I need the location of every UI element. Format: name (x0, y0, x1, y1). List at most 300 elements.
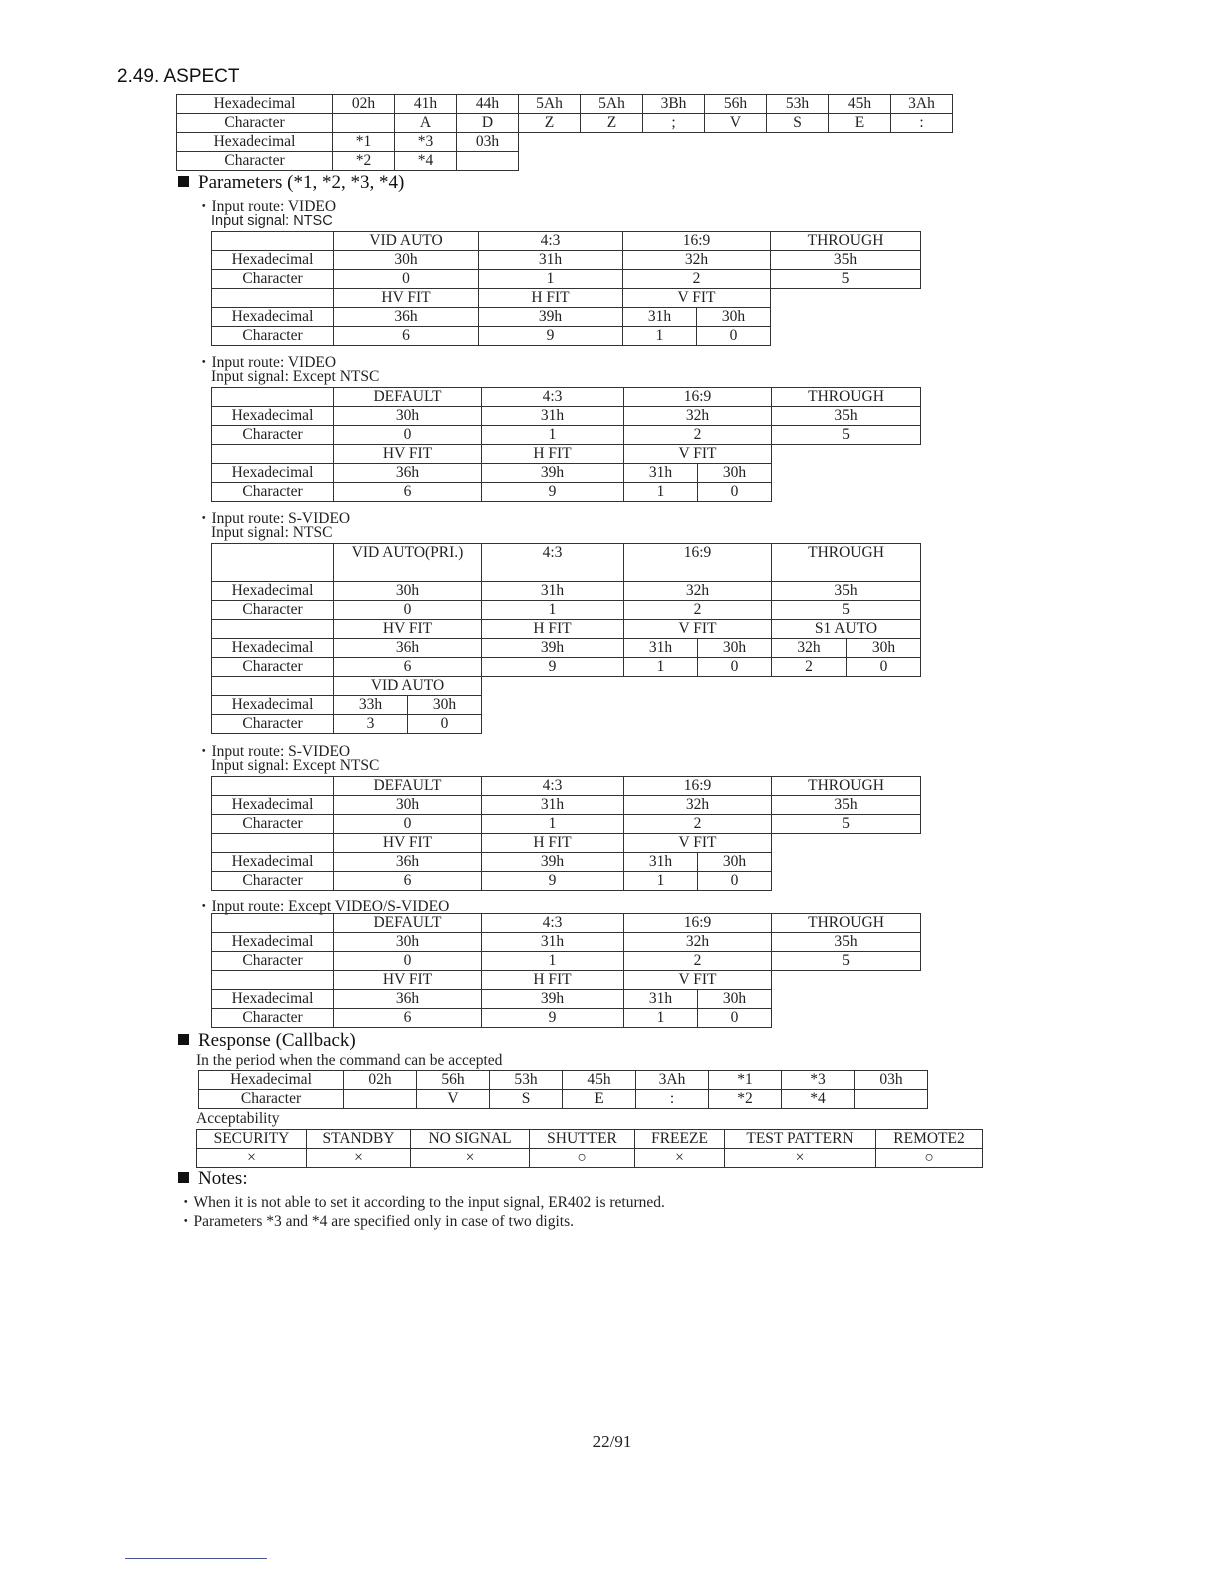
table-cell: THROUGH (772, 777, 921, 796)
table-cell: 30h (334, 933, 482, 952)
cell: *1 (333, 133, 395, 152)
table-cell: V FIT (624, 834, 772, 853)
table-cell: 0 (698, 658, 772, 677)
table-row (199, 1071, 928, 1090)
table-cell (772, 990, 921, 1009)
table-cell: THROUGH (771, 232, 921, 251)
table-cell: HV FIT (334, 620, 482, 639)
table-cell: ○ (530, 1149, 635, 1168)
table-cell: TEST PATTERN (725, 1130, 876, 1149)
table-cell (212, 388, 334, 407)
cell: S (767, 114, 829, 133)
table-cell: 1 (479, 270, 623, 289)
cell: 5Ah (519, 95, 581, 114)
table-cell: 31h (624, 464, 698, 483)
table-cell: V FIT (623, 289, 771, 308)
cell: E (829, 114, 891, 133)
table-cell: 0 (698, 872, 772, 891)
table-cell: 31h (624, 639, 698, 658)
table-cell: 16:9 (624, 544, 772, 582)
table-row (212, 464, 921, 483)
table-cell: THROUGH (772, 914, 921, 933)
table-cell: 4:3 (482, 388, 624, 407)
table-cell: SHUTTER (530, 1130, 635, 1149)
table-cell: 4:3 (479, 232, 623, 251)
table-cell: 2 (624, 426, 772, 445)
table-cell: 39h (482, 639, 624, 658)
cell: Z (581, 114, 643, 133)
table-cell: 53h (490, 1071, 563, 1090)
table-cell: 30h (698, 853, 772, 872)
table-cell: 35h (772, 407, 921, 426)
cell: *2 (333, 152, 395, 171)
table-cell (771, 327, 921, 346)
section-heading: 2.49. ASPECT (117, 66, 240, 87)
table-cell: HV FIT (334, 834, 482, 853)
cell: : (891, 114, 953, 133)
table-cell: 32h (623, 251, 771, 270)
table-row (212, 426, 921, 445)
table-cell (212, 620, 334, 639)
table-cell: 0 (334, 815, 482, 834)
table-cell: 16:9 (624, 777, 772, 796)
table-cell (771, 289, 921, 308)
table-row (212, 796, 921, 815)
acceptability-table (196, 1129, 983, 1168)
table-cell: 30h (698, 639, 772, 658)
table-cell: 0 (698, 483, 772, 502)
table-cell: Character (212, 426, 334, 445)
table-row (212, 251, 921, 270)
table-cell (212, 834, 334, 853)
table-cell: 2 (624, 952, 772, 971)
table-cell: Character (212, 327, 334, 346)
table-cell: *1 (709, 1071, 782, 1090)
table-cell: REMOTE2 (876, 1130, 983, 1149)
param-table-svideo-ntsc (211, 543, 921, 734)
table-cell (772, 834, 921, 853)
table-cell: Hexadecimal (212, 639, 334, 658)
table-cell: 30h (847, 639, 921, 658)
table-row (212, 620, 921, 639)
notes-heading: Notes: (178, 1168, 248, 1190)
table-cell: *3 (782, 1071, 855, 1090)
table-cell: 31h (624, 990, 698, 1009)
table-row (212, 815, 921, 834)
bullet-square-icon (178, 1034, 189, 1045)
table-cell: Hexadecimal (212, 696, 334, 715)
table-cell: 3 (334, 715, 408, 734)
table-cell: 4:3 (482, 914, 624, 933)
table-cell: VID AUTO(PRI.) (334, 544, 482, 582)
table-row (212, 658, 921, 677)
table-row (212, 696, 921, 715)
table-cell: 2 (623, 270, 771, 289)
table-cell (519, 152, 953, 171)
table-cell: 31h (624, 853, 698, 872)
table-cell: 0 (334, 601, 482, 620)
table-cell: S1 AUTO (772, 620, 921, 639)
table-cell: 36h (334, 308, 479, 327)
table-cell: 0 (334, 426, 482, 445)
table-cell: Character (212, 483, 334, 502)
table-cell (212, 544, 334, 582)
table-row (212, 407, 921, 426)
table-row (212, 914, 921, 933)
table-cell: 32h (624, 582, 772, 601)
table-cell: SECURITY (197, 1130, 307, 1149)
table-cell: HV FIT (334, 971, 482, 990)
cell: 3Bh (643, 95, 705, 114)
table-cell: ○ (876, 1149, 983, 1168)
table-cell: 0 (408, 715, 482, 734)
table-cell: 6 (334, 483, 482, 502)
table-cell: 2 (772, 658, 847, 677)
table-cell: 30h (334, 582, 482, 601)
table-cell (212, 289, 334, 308)
table-cell: 16:9 (624, 914, 772, 933)
signal-label: Input signal: NTSC (211, 524, 333, 541)
table-cell: 3Ah (636, 1071, 709, 1090)
route-label: ・Input route: Except VIDEO/S-VIDEO (196, 898, 450, 915)
cell: A (395, 114, 457, 133)
cell: V (705, 114, 767, 133)
table-row (212, 270, 921, 289)
table-cell: V FIT (624, 445, 772, 464)
cell: 53h (767, 95, 829, 114)
table-cell: *2 (709, 1090, 782, 1109)
table-row (197, 1149, 983, 1168)
table-cell: HV FIT (334, 289, 479, 308)
note-item: ・Parameters *3 and *4 are specified only in case of two digits. (178, 1213, 574, 1230)
table-cell: 0 (697, 327, 771, 346)
table-cell: Character (212, 872, 334, 891)
cell: D (457, 114, 519, 133)
table-cell (212, 971, 334, 990)
cell: *4 (395, 152, 457, 171)
table-cell (772, 464, 921, 483)
table-cell: V FIT (624, 620, 772, 639)
table-cell (482, 696, 921, 715)
param-table-video-except-ntsc (211, 387, 921, 502)
table-row (212, 677, 921, 696)
table-cell: 45h (563, 1071, 636, 1090)
bullet-square-icon (178, 176, 189, 187)
table-cell: 31h (623, 308, 697, 327)
table-cell (482, 677, 921, 696)
table-cell: 16:9 (624, 388, 772, 407)
table-cell: H FIT (479, 289, 623, 308)
table-cell: Hexadecimal (212, 853, 334, 872)
route-label: ・Input route: VIDEO (196, 354, 337, 371)
table-cell: 36h (334, 990, 482, 1009)
table-cell: 1 (624, 658, 698, 677)
table-cell: *4 (782, 1090, 855, 1109)
table-row (212, 601, 921, 620)
table-cell: 30h (698, 464, 772, 483)
table-cell: H FIT (482, 620, 624, 639)
table-cell: 39h (482, 464, 624, 483)
table-cell: 31h (482, 407, 624, 426)
table-cell: Hexadecimal (212, 933, 334, 952)
cell: 41h (395, 95, 457, 114)
table-cell: 03h (855, 1071, 928, 1090)
table-cell: : (636, 1090, 709, 1109)
command-table (176, 94, 953, 171)
table-cell: 9 (479, 327, 623, 346)
table-cell: Character (199, 1090, 344, 1109)
table-row (212, 544, 921, 582)
table-cell: 31h (482, 582, 624, 601)
table-cell: 2 (624, 815, 772, 834)
route-label: ・Input route: S-VIDEO (196, 510, 351, 527)
table-cell (212, 677, 334, 696)
table-cell: Hexadecimal (212, 582, 334, 601)
table-row (212, 639, 921, 658)
table-cell: V (417, 1090, 490, 1109)
table-cell: Character (212, 815, 334, 834)
table-cell (519, 133, 953, 152)
cell: 45h (829, 95, 891, 114)
table-cell: 30h (334, 251, 479, 270)
table-row (212, 327, 921, 346)
table-row (177, 133, 953, 152)
table-cell: STANDBY (307, 1130, 411, 1149)
table-row (212, 582, 921, 601)
table-cell: 5 (772, 815, 921, 834)
table-cell: VID AUTO (334, 677, 482, 696)
table-cell: 02h (344, 1071, 417, 1090)
table-row (212, 445, 921, 464)
table-row (212, 715, 921, 734)
table-row (212, 971, 921, 990)
table-cell (772, 872, 921, 891)
response-table (198, 1070, 928, 1109)
table-cell: Hexadecimal (212, 796, 334, 815)
table-cell: 31h (479, 251, 623, 270)
table-cell: 0 (698, 1009, 772, 1028)
table-cell: S (490, 1090, 563, 1109)
table-row (212, 483, 921, 502)
table-cell: 0 (334, 952, 482, 971)
table-cell (212, 777, 334, 796)
param-table-svideo-except-ntsc (211, 776, 921, 891)
table-row (212, 289, 921, 308)
table-cell: Hexadecimal (212, 251, 334, 270)
table-cell: 1 (482, 601, 624, 620)
note-item: ・When it is not able to set it according to the input signal, ER402 is returned. (178, 1194, 665, 1211)
table-cell (772, 445, 921, 464)
table-cell: 33h (334, 696, 408, 715)
cell: Hexadecimal (177, 133, 333, 152)
table-cell: 31h (482, 933, 624, 952)
table-cell: 35h (772, 582, 921, 601)
table-cell: × (307, 1149, 411, 1168)
table-cell: VID AUTO (334, 232, 479, 251)
table-cell: 30h (698, 990, 772, 1009)
table-cell: Hexadecimal (199, 1071, 344, 1090)
footer-rule (125, 1558, 267, 1559)
table-cell: 35h (772, 796, 921, 815)
table-cell: E (563, 1090, 636, 1109)
table-cell: 30h (408, 696, 482, 715)
table-cell: 36h (334, 853, 482, 872)
table-row (212, 777, 921, 796)
table-row (177, 114, 953, 133)
table-row (212, 853, 921, 872)
table-cell: 4:3 (482, 777, 624, 796)
cell: 56h (705, 95, 767, 114)
parameters-heading: Parameters (*1, *2, *3, *4) (178, 172, 404, 194)
param-table-video-ntsc (211, 231, 921, 346)
table-cell: 1 (624, 1009, 698, 1028)
table-cell: 1 (482, 815, 624, 834)
table-cell (772, 1009, 921, 1028)
table-row (212, 872, 921, 891)
table-row (212, 933, 921, 952)
table-cell: Hexadecimal (212, 407, 334, 426)
table-cell (772, 853, 921, 872)
table-cell: 36h (334, 639, 482, 658)
table-cell: Character (212, 270, 334, 289)
table-cell: 4:3 (482, 544, 624, 582)
table-cell: V FIT (624, 971, 772, 990)
table-cell: FREEZE (635, 1130, 725, 1149)
cell: *3 (395, 133, 457, 152)
table-row (212, 232, 921, 251)
table-cell (771, 308, 921, 327)
table-cell: DEFAULT (334, 388, 482, 407)
cell: 5Ah (581, 95, 643, 114)
table-row (199, 1090, 928, 1109)
table-cell: 0 (334, 270, 479, 289)
table-cell: 30h (334, 407, 482, 426)
table-cell: HV FIT (334, 445, 482, 464)
table-cell (212, 914, 334, 933)
table-cell: 9 (482, 872, 624, 891)
table-cell: 6 (334, 872, 482, 891)
table-cell: Character (212, 1009, 334, 1028)
cell (333, 114, 395, 133)
table-row (212, 952, 921, 971)
table-cell: × (411, 1149, 530, 1168)
table-cell: 32h (624, 407, 772, 426)
table-cell: Hexadecimal (212, 990, 334, 1009)
cell: 3Ah (891, 95, 953, 114)
table-cell: 1 (624, 483, 698, 502)
table-cell: Character (212, 952, 334, 971)
table-cell: 31h (482, 796, 624, 815)
table-cell (772, 483, 921, 502)
response-subtitle: In the period when the command can be accepted (196, 1052, 503, 1069)
table-row (177, 152, 953, 171)
table-cell: 6 (334, 658, 482, 677)
table-cell: 9 (482, 483, 624, 502)
cell: Character (177, 152, 333, 171)
table-cell (772, 971, 921, 990)
param-table-other-routes (211, 913, 921, 1028)
table-row (212, 990, 921, 1009)
cell: 02h (333, 95, 395, 114)
table-cell: 30h (697, 308, 771, 327)
table-cell: H FIT (482, 445, 624, 464)
cell: 44h (457, 95, 519, 114)
signal-label: Input signal: Except NTSC (211, 368, 380, 385)
route-label: ・Input route: VIDEO (196, 198, 337, 215)
table-cell: Hexadecimal (212, 464, 334, 483)
cell: ; (643, 114, 705, 133)
table-cell: 1 (482, 952, 624, 971)
cell: 03h (457, 133, 519, 152)
table-row (212, 1009, 921, 1028)
table-cell: 6 (334, 1009, 482, 1028)
table-cell: × (635, 1149, 725, 1168)
table-cell: 5 (772, 952, 921, 971)
table-cell: 5 (772, 601, 921, 620)
table-cell: × (725, 1149, 876, 1168)
table-cell: 39h (482, 990, 624, 1009)
table-cell: 1 (623, 327, 697, 346)
table-cell: DEFAULT (334, 777, 482, 796)
table-cell: Character (212, 715, 334, 734)
table-cell: Character (212, 658, 334, 677)
table-cell: 30h (334, 796, 482, 815)
page-number: 22/91 (592, 1432, 632, 1451)
table-cell: 56h (417, 1071, 490, 1090)
cell: Z (519, 114, 581, 133)
table-cell: 6 (334, 327, 479, 346)
table-cell: 9 (482, 1009, 624, 1028)
table-cell: 35h (771, 251, 921, 270)
table-cell: 32h (624, 933, 772, 952)
signal-label: Input signal: Except NTSC (211, 757, 380, 774)
table-cell: 39h (479, 308, 623, 327)
table-cell (212, 232, 334, 251)
table-cell (855, 1090, 928, 1109)
table-cell: 5 (771, 270, 921, 289)
table-cell: H FIT (482, 834, 624, 853)
table-cell: 35h (772, 933, 921, 952)
table-cell (344, 1090, 417, 1109)
table-cell: 32h (624, 796, 772, 815)
table-cell: 9 (482, 658, 624, 677)
response-heading: Response (Callback) (178, 1030, 356, 1052)
table-row (212, 308, 921, 327)
table-cell: Character (212, 601, 334, 620)
acceptability-label: Acceptability (196, 1110, 280, 1127)
table-cell (482, 715, 921, 734)
table-cell: THROUGH (772, 544, 921, 582)
bullet-square-icon (178, 1172, 189, 1183)
signal-label: Input signal: NTSC (211, 213, 333, 229)
table-row (212, 834, 921, 853)
cell: Character (177, 114, 333, 133)
table-cell: 16:9 (623, 232, 771, 251)
table-cell: 5 (772, 426, 921, 445)
table-cell: 1 (624, 872, 698, 891)
table-cell: Hexadecimal (212, 308, 334, 327)
table-cell: 2 (624, 601, 772, 620)
table-row (177, 95, 953, 114)
table-cell: 36h (334, 464, 482, 483)
table-cell: 32h (772, 639, 847, 658)
table-cell: H FIT (482, 971, 624, 990)
route-label: ・Input route: S-VIDEO (196, 743, 351, 760)
table-cell: 39h (482, 853, 624, 872)
table-cell: NO SIGNAL (411, 1130, 530, 1149)
table-cell (212, 445, 334, 464)
cell (457, 152, 519, 171)
